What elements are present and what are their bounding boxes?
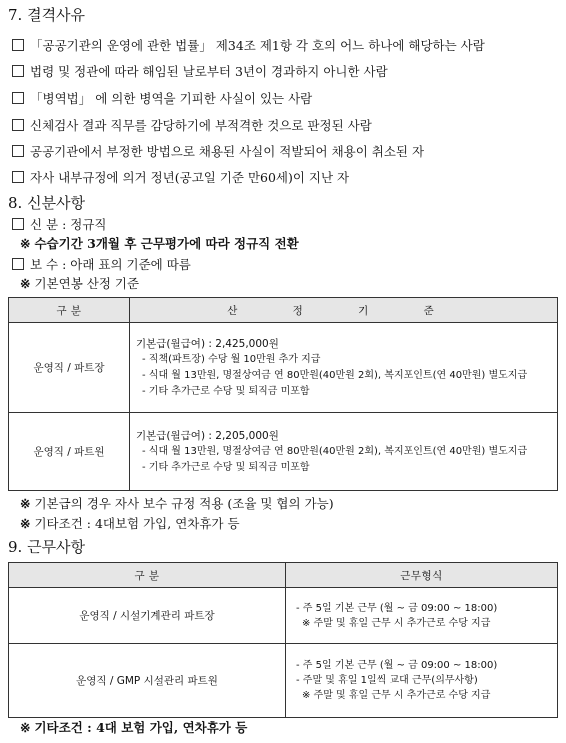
- criteria-detail: - 직책(파트장) 수당 월 10만원 추가 지급: [142, 353, 321, 365]
- criteria-detail: - 식대 월 13만원, 명절상여금 연 80만원(40만원 2회), 복지포인트(연 40만원) 별도지급: [142, 369, 528, 381]
- disqualification-item: 공공기관에서 부정한 방법으로 채용된 사실이 적발되어 채용이 취소된 자: [12, 144, 424, 160]
- disqualification-item: 「병역법」 에 의한 병역을 기피한 사실이 있는 사람: [12, 91, 312, 107]
- pay-line: 보 수 : 아래 표의 기준에 따름: [12, 257, 191, 273]
- work-detail: ※ 주말 및 휴일 근무 시 추가근로 수당 지급: [302, 617, 491, 629]
- criteria-detail: - 식대 월 13만원, 명절상여금 연 80만원(40만원 2회), 복지포인트(연 40만원) 별도지급: [142, 445, 528, 457]
- checkbox[interactable]: [12, 65, 24, 77]
- disqualification-item: 법령 및 정관에 따라 해임된 날로부터 3년이 경과하지 아니한 사람: [12, 64, 388, 80]
- header-work-type: 근무형식: [286, 563, 558, 588]
- salary-note: ※ 기본급의 경우 자사 보수 규정 적용 (조율 및 협의 가능): [20, 496, 334, 511]
- row-category: 운영직 / 시설기계관리 파트장: [9, 588, 286, 644]
- checkbox[interactable]: [12, 145, 24, 157]
- row-category: 운영직 / 파트원: [9, 413, 130, 491]
- row-category: 운영직 / 파트장: [9, 323, 130, 413]
- disqualification-item: 「공공기관의 운영에 관한 법률」 제34조 제1항 각 호의 어느 하나에 해당하는 사람: [12, 38, 485, 54]
- disqualification-item: 신체검사 결과 직무를 감당하기에 부적격한 것으로 판정된 사람: [12, 118, 372, 134]
- table-row: [9, 323, 558, 413]
- base-salary: 기본급(월급여) : 2,425,000원: [136, 337, 279, 350]
- work-detail: - 주말 및 휴일 1일씩 교대 근무(의무사항): [296, 675, 478, 686]
- row-work-type: [286, 644, 558, 718]
- criteria-detail: - 기타 추가근로 수당 및 퇴직금 미포함: [142, 461, 310, 473]
- section-7-title: 7. 결격사유: [8, 6, 86, 24]
- checkbox[interactable]: [12, 119, 24, 131]
- row-criteria: [130, 413, 558, 491]
- table-row: [9, 413, 558, 491]
- work-detail: ※ 주말 및 휴일 근무 시 추가근로 수당 지급: [302, 690, 491, 701]
- header-criteria: 산 정 기 준: [130, 298, 558, 323]
- checkbox[interactable]: [12, 171, 24, 183]
- pay-basis-note: ※ 기본연봉 산정 기준: [20, 276, 140, 291]
- work-conditions-note: ※ 기타조건 : 4대 보험 가입, 연차휴가 등: [20, 720, 248, 735]
- checkbox[interactable]: [12, 92, 24, 104]
- table-row: [9, 588, 558, 644]
- table-row: [9, 644, 558, 718]
- status-line: 신 분 : 정규직: [12, 217, 107, 233]
- base-salary: 기본급(월급여) : 2,205,000원: [136, 429, 279, 442]
- disqualification-item: 자사 내부규정에 의거 정년(공고일 기준 만60세)이 지난 자: [12, 170, 349, 186]
- work-detail: - 주 5일 기본 근무 (월 ~ 금 09:00 ~ 18:00): [296, 602, 498, 614]
- checkbox[interactable]: [12, 218, 24, 230]
- row-work-type: [286, 588, 558, 644]
- criteria-detail: - 기타 추가근로 수당 및 퇴직금 미포함: [142, 385, 310, 397]
- work-detail: - 주 5일 기본 근무 (월 ~ 금 09:00 ~ 18:00): [296, 660, 498, 671]
- header-category: 구 분: [9, 298, 130, 323]
- work-table: [8, 562, 558, 718]
- checkbox[interactable]: [12, 258, 24, 270]
- benefits-note: ※ 기타조건 : 4대보험 가입, 연차휴가 등: [20, 516, 240, 531]
- section-9-title: 9. 근무사항: [8, 538, 86, 556]
- salary-table: [8, 297, 558, 491]
- probation-note: ※ 수습기간 3개월 후 근무평가에 따라 정규직 전환: [20, 236, 299, 251]
- header-category: 구 분: [9, 563, 286, 588]
- table-header-row: [9, 298, 558, 323]
- table-header-row: [9, 563, 558, 588]
- section-8-title: 8. 신분사항: [8, 194, 86, 212]
- row-criteria: [130, 323, 558, 413]
- row-category: 운영직 / GMP 시설관리 파트원: [9, 644, 286, 718]
- checkbox[interactable]: [12, 39, 24, 51]
